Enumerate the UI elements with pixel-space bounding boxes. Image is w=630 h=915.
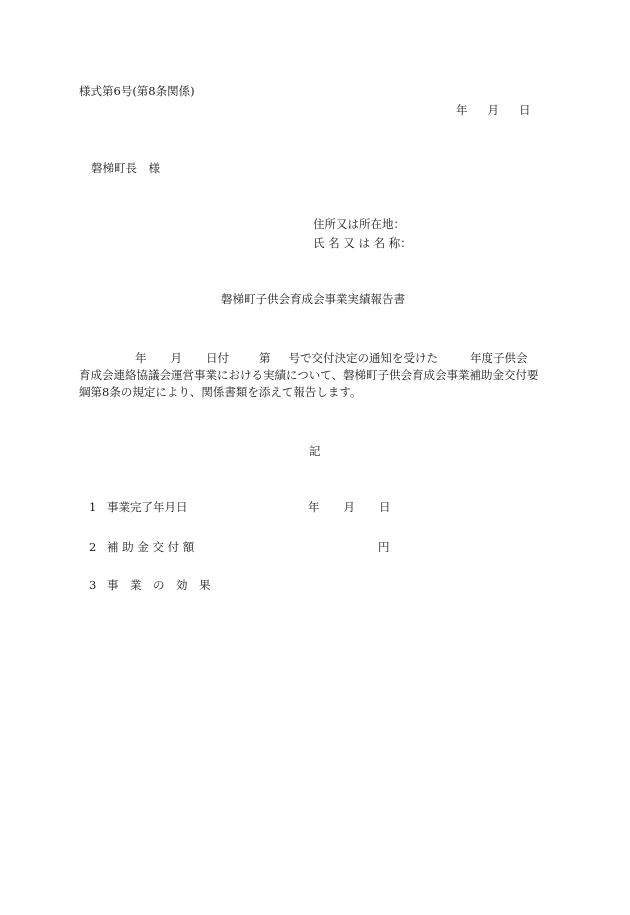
ki-heading: 記 bbox=[309, 444, 321, 458]
item-label: 事 業 の 効 果 bbox=[107, 578, 211, 592]
item-number: 2 bbox=[89, 540, 97, 554]
date-day-label: 日 bbox=[519, 103, 531, 117]
applicant-name-label: 氏 名 又 は 名 称： bbox=[313, 236, 412, 250]
document-title: 磐梯町子供会育成会事業実績報告書 bbox=[221, 292, 405, 306]
completion-date-fields bbox=[308, 500, 391, 514]
item-completion-date bbox=[89, 500, 188, 514]
report-body-line-3: 綱第8条の規定により、関係書類を添えて報告します。 bbox=[79, 385, 362, 399]
item-label: 事業完了年月日 bbox=[107, 500, 188, 514]
item-grant-amount bbox=[89, 540, 194, 554]
form-number: 様式第6号(第8条関係) bbox=[79, 84, 195, 98]
applicant-address-label: 住所又は所在地： bbox=[313, 217, 405, 231]
item-label: 補 助 金 交 付 額 bbox=[107, 540, 195, 554]
report-date-line bbox=[456, 103, 531, 117]
item-number: 1 bbox=[89, 500, 97, 514]
addressee: 磐梯町長 様 bbox=[91, 161, 160, 175]
body-dai-label: 第 bbox=[259, 351, 271, 365]
body-month-label: 月 bbox=[170, 351, 182, 365]
completion-day-label: 日 bbox=[379, 500, 391, 514]
completion-month-label: 月 bbox=[343, 500, 355, 514]
date-month-label: 月 bbox=[487, 103, 499, 117]
grant-amount-unit: 円 bbox=[378, 540, 390, 554]
body-year-label: 年 bbox=[135, 351, 147, 365]
body-go-text: 号で交付決定の通知を受けた bbox=[288, 351, 438, 365]
report-body-line-2: 育成会連絡協議会運営事業における実績について、磐梯町子供会育成会事業補助金交付要 bbox=[79, 368, 539, 382]
item-number: 3 bbox=[89, 578, 97, 592]
report-body bbox=[79, 350, 563, 401]
body-date-suffix: 日付 bbox=[206, 351, 229, 365]
date-year-label: 年 bbox=[456, 103, 468, 117]
body-fiscal-text: 年度子供会 bbox=[470, 351, 528, 365]
completion-year-label: 年 bbox=[308, 500, 320, 514]
applicant-block bbox=[313, 217, 412, 255]
report-body-line-1 bbox=[79, 350, 563, 367]
item-project-effect bbox=[89, 578, 211, 592]
